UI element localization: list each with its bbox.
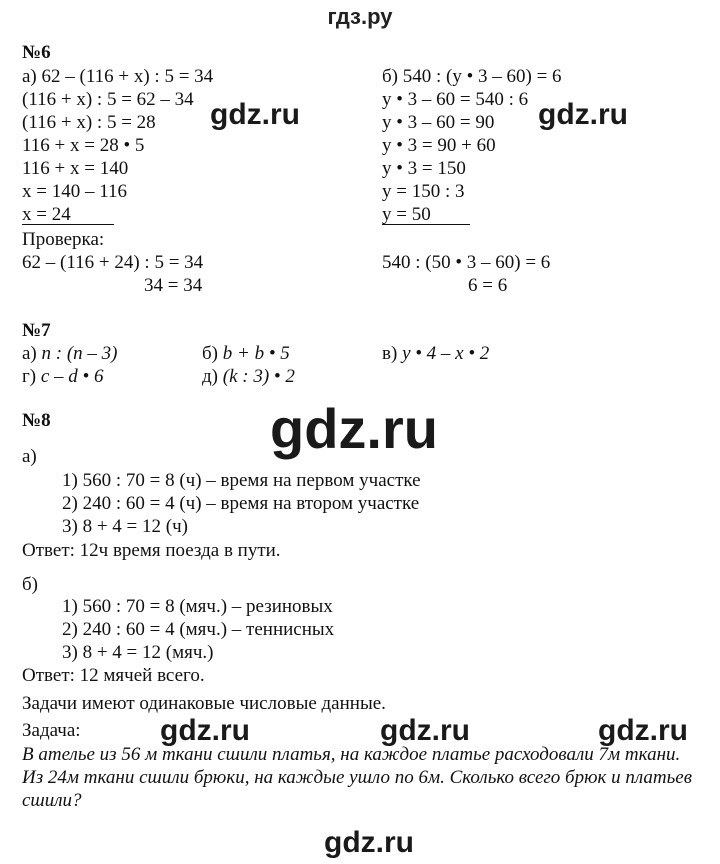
n6-right-line: y • 3 – 60 = 90 [382, 112, 495, 133]
n8-task-text: В ателье из 56 м ткани сшили платья, на каждое платье расходовали 7м ткани. Из 24м ткани сшили брюки, на каждые ушло по 6м. Сколько всего брюк и платьев сшили? [22, 744, 692, 811]
n6-left-line: а) 62 – (116 + x) : 5 = 34 [22, 66, 214, 87]
n6-left-line: x = 140 – 116 [22, 181, 128, 202]
n6-title: №6 [22, 42, 51, 63]
item-expression: n : (n – 3) [41, 343, 118, 364]
item-label: б) [202, 343, 223, 364]
n6-right-line: y • 3 – 60 = 540 : 6 [382, 89, 529, 110]
watermark: gdz.ru [598, 714, 688, 747]
n7-item [382, 343, 489, 365]
n6-right-line: 540 : (50 • 3 – 60) = 6 [382, 252, 551, 273]
n8-a-step: 1) 560 : 70 = 8 (ч) – время на первом участке [62, 470, 421, 491]
n8-b-answer: Ответ: 12 мячей всего. [22, 665, 205, 686]
n6-left-answer [22, 204, 114, 226]
item-expression: b + b • 5 [222, 343, 290, 364]
item-label: г) [22, 366, 41, 387]
underlined-answer: x = 24 [22, 205, 114, 225]
n7-item [202, 366, 295, 388]
n6-left-line: 34 = 34 [144, 275, 203, 296]
watermark: gdz.ru [210, 98, 300, 131]
watermark: gdz.ru [160, 714, 250, 747]
n6-right-line: y • 3 = 150 [382, 158, 466, 179]
item-label: а) [22, 343, 42, 364]
watermark: gdz.ru [270, 397, 438, 460]
n7-item [202, 343, 290, 365]
n6-right-line: y • 3 = 90 + 60 [382, 135, 496, 156]
item-label: д) [202, 366, 223, 387]
n6-left-line: 62 – (116 + 24) : 5 = 34 [22, 252, 204, 273]
n8-title: №8 [22, 410, 51, 431]
n7-item [22, 366, 103, 388]
n6-left-line: 116 + x = 28 • 5 [22, 135, 145, 156]
n6-right-line: 6 = 6 [468, 275, 508, 296]
item-label: в) [382, 343, 403, 364]
n6-left-line: 116 + x = 140 [22, 158, 129, 179]
n8-task-label: Задача: [22, 720, 81, 741]
underlined-answer: y = 50 [382, 205, 470, 225]
n7-item [22, 343, 118, 365]
watermark: gdz.ru [380, 714, 470, 747]
n8-a-answer: Ответ: 12ч время поезда в пути. [22, 540, 281, 561]
n8-b-step: 3) 8 + 4 = 12 (мяч.) [62, 642, 214, 663]
n6-right-answer [382, 204, 470, 226]
n8-a-label: а) [22, 446, 37, 467]
n6-right-line: б) 540 : (y • 3 – 60) = 6 [382, 66, 562, 87]
n8-a-step: 2) 240 : 60 = 4 (ч) – время на втором участке [62, 493, 420, 514]
watermark: gdz.ru [324, 826, 414, 859]
n8-b-step: 2) 240 : 60 = 4 (мяч.) – теннисных [62, 619, 335, 640]
n6-left-line: (116 + x) : 5 = 28 [22, 112, 156, 133]
n8-note: Задачи имеют одинаковые числовые данные. [22, 693, 386, 714]
n8-a-step: 3) 8 + 4 = 12 (ч) [62, 516, 188, 537]
n6-check-label: Проверка: [22, 229, 105, 250]
n6-right-line: y = 150 : 3 [382, 181, 465, 202]
watermark: gdz.ru [538, 98, 628, 131]
n7-title: №7 [22, 320, 51, 341]
n6-left-line: (116 + x) : 5 = 62 – 34 [22, 89, 194, 110]
item-expression: y • 4 – x • 2 [402, 343, 490, 364]
n8-b-label: б) [22, 574, 38, 595]
n8-b-step: 1) 560 : 70 = 8 (мяч.) – резиновых [62, 596, 333, 617]
item-expression: c – d • 6 [40, 366, 104, 387]
item-expression: (k : 3) • 2 [222, 366, 295, 387]
site-header: гдз.ру [327, 4, 393, 29]
